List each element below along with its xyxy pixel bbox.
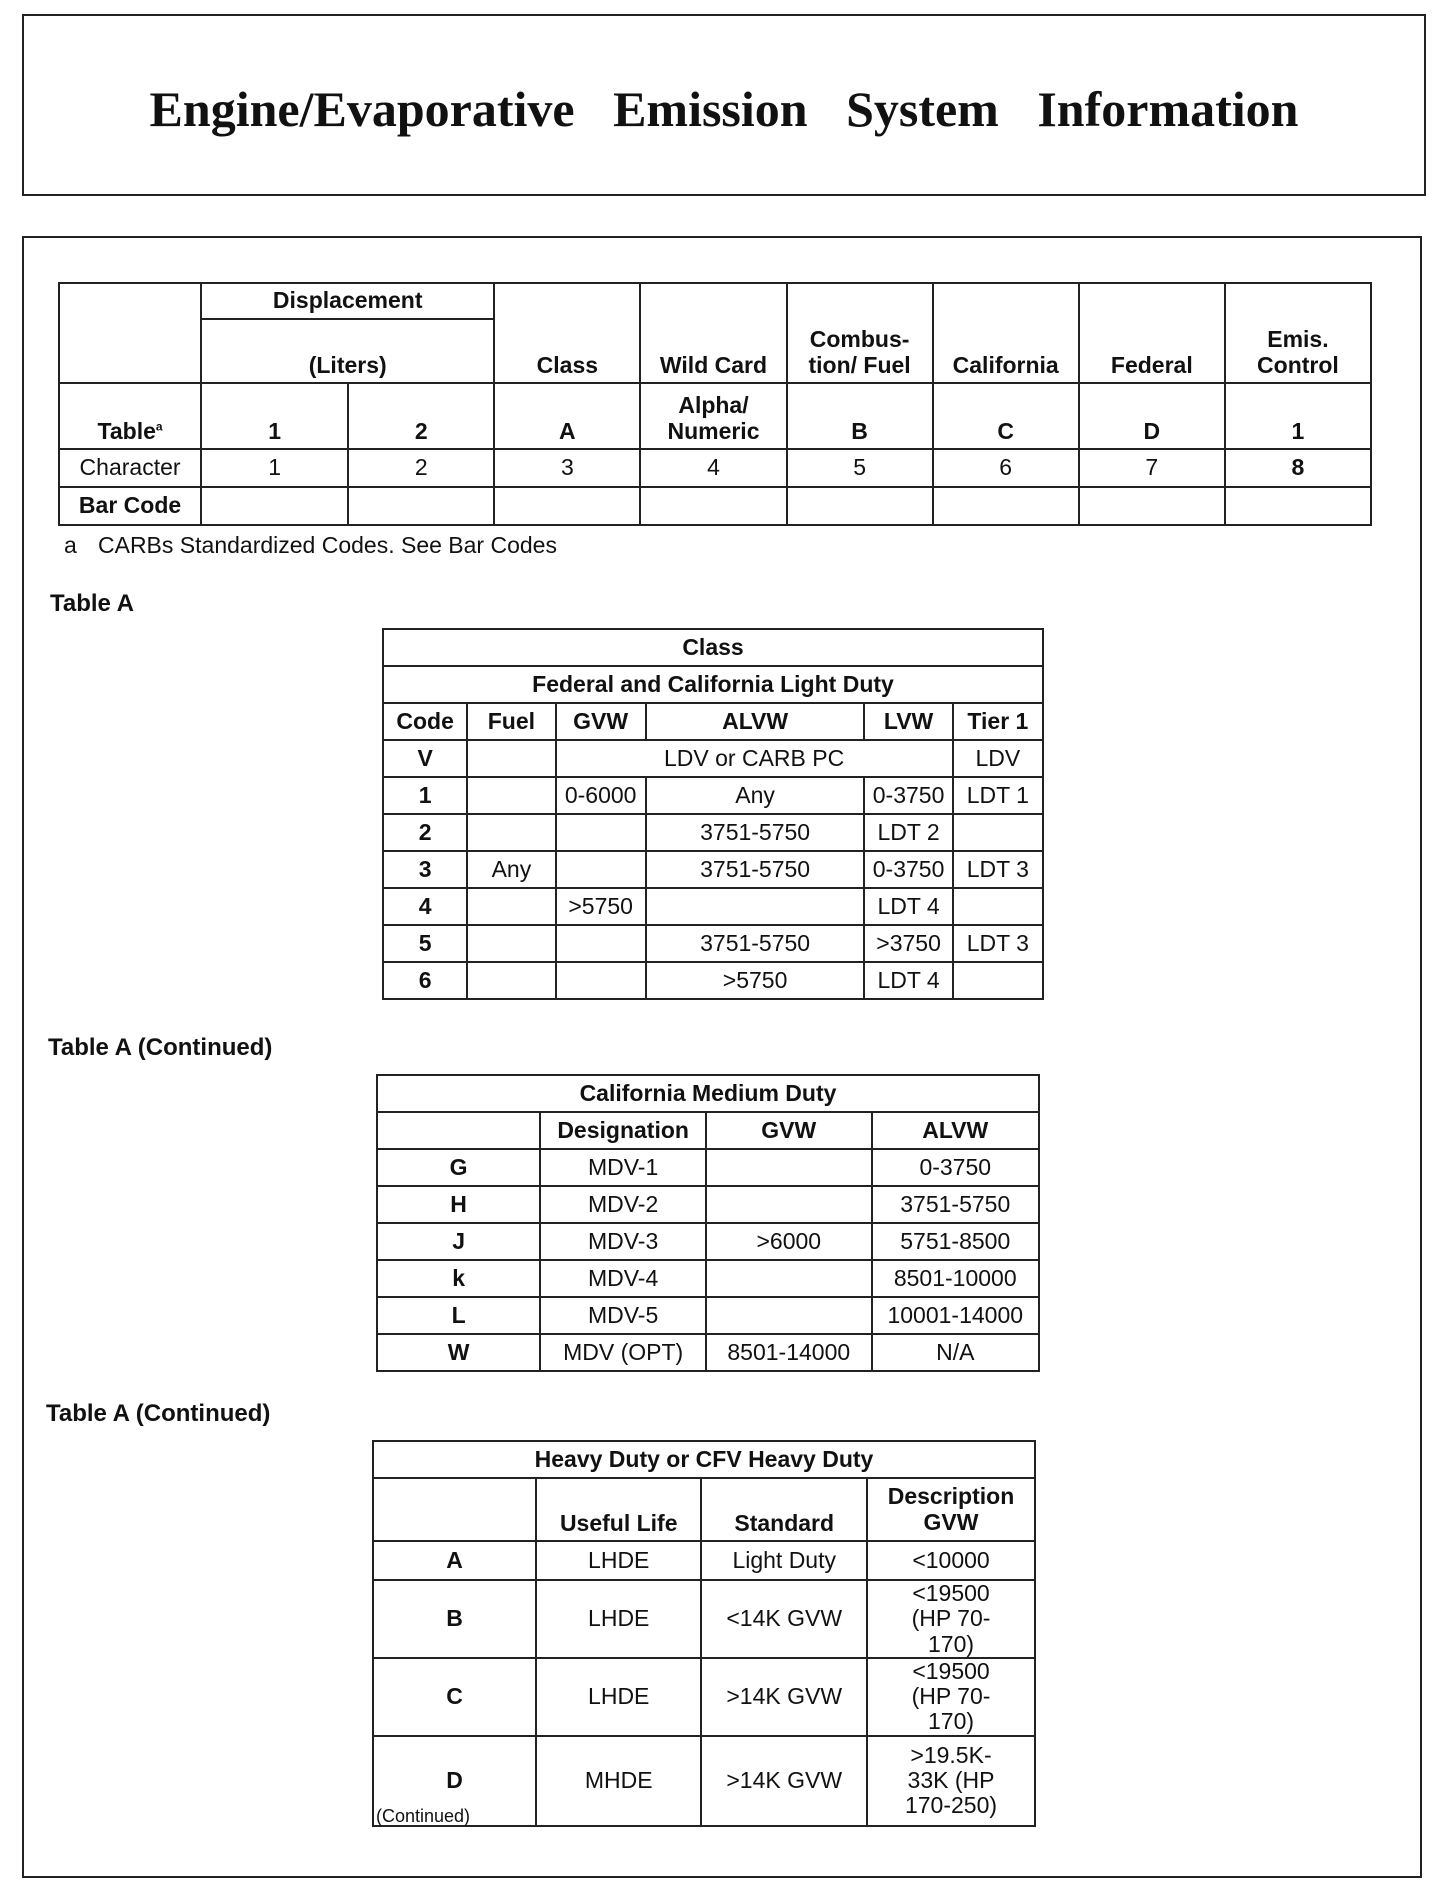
column-header: Standard [701,1478,867,1541]
table-cell [467,962,555,999]
table-cell [467,888,555,925]
table-cell: 5 [787,449,933,487]
table-cell: 2 [348,383,494,449]
table-cell [556,814,646,851]
blank-corner-cell [59,283,201,383]
table-cell: LDT 4 [864,962,952,999]
table-cell [467,925,555,962]
table-a-label: Table A [50,590,135,617]
continued-note: (Continued) [376,1806,471,1826]
table-cell: Any [646,777,865,814]
table-a-continued-label: Table A (Continued) [46,1400,271,1427]
table-cell: LDT 3 [953,851,1043,888]
code-cell: H [377,1186,540,1223]
table-cell: A [494,383,640,449]
medium-duty-title: California Medium Duty [377,1075,1039,1112]
header-displacement: Displacement [201,283,494,319]
header-california: California [933,283,1079,383]
code-cell: 3 [383,851,467,888]
table-cell: 8 [1225,449,1371,487]
table-cell: 7 [1079,449,1225,487]
code-cell: W [377,1334,540,1371]
heavy-duty-table [372,1440,1036,1827]
emission-code-table [58,282,1372,526]
table-cell: >14K GVW [701,1736,867,1826]
table-cell: 6 [933,449,1079,487]
table-cell: D [1079,383,1225,449]
table-row [383,962,1043,999]
content-box [22,236,1422,1878]
table-row [383,777,1043,814]
table-cell: LDT 3 [953,925,1043,962]
table-row [377,1260,1039,1297]
table-cell [467,740,555,777]
table-cell [933,487,1079,525]
code-cell: D [373,1736,536,1826]
table-row [377,1223,1039,1260]
header-federal: Federal [1079,283,1225,383]
table-row [373,1541,1035,1580]
table-cell [348,487,494,525]
table-row [377,1297,1039,1334]
header-class: Class [494,283,640,383]
column-header [377,1112,540,1149]
column-header: Designation [540,1112,706,1149]
column-header: Description GVW [867,1478,1035,1541]
header-liters: (Liters) [201,319,494,383]
class-table-subtitle: Federal and California Light Duty [383,666,1043,703]
footnote [64,532,557,559]
table-cell: <19500 (HP 70-170) [867,1580,1035,1658]
heavy-duty-title: Heavy Duty or CFV Heavy Duty [373,1441,1035,1478]
page-title: Engine/Evaporative Emission System Information [149,81,1299,137]
table-cell: MDV-2 [540,1186,706,1223]
table-cell: 0-3750 [864,851,952,888]
table-cell: >3750 [864,925,952,962]
table-cell: MDV-5 [540,1297,706,1334]
table-cell: LDV or CARB PC [556,740,953,777]
table-cell: 0-3750 [872,1149,1040,1186]
table-cell: LDT 2 [864,814,952,851]
table-cell [1079,487,1225,525]
table-cell: MDV-4 [540,1260,706,1297]
table-cell: 5751-8500 [872,1223,1040,1260]
column-header: GVW [706,1112,871,1149]
table-cell: <14K GVW [701,1580,867,1658]
table-cell [467,814,555,851]
table-cell: 1 [201,449,348,487]
column-header: Code [383,703,467,740]
table-cell: 3 [494,449,640,487]
table-cell [646,888,865,925]
code-cell: G [377,1149,540,1186]
table-cell: MDV-3 [540,1223,706,1260]
table-cell: >19.5K-33K (HP 170-250) [867,1736,1035,1826]
code-cell: 6 [383,962,467,999]
column-header [373,1478,536,1541]
table-cell: 4 [640,449,786,487]
table-cell [494,487,640,525]
code-cell: L [377,1297,540,1334]
table-cell [706,1297,871,1334]
code-cell: A [373,1541,536,1580]
table-cell: >5750 [646,962,865,999]
table-cell: >6000 [706,1223,871,1260]
table-row [377,1186,1039,1223]
column-header: Tier 1 [953,703,1043,740]
california-medium-duty-table [376,1074,1040,1372]
column-header: ALVW [872,1112,1040,1149]
table-cell: LHDE [536,1541,701,1580]
table-cell: MDV (OPT) [540,1334,706,1371]
code-cell: C [373,1658,536,1736]
table-cell: LDV [953,740,1043,777]
column-header: ALVW [646,703,865,740]
table-cell [953,962,1043,999]
code-cell: 1 [383,777,467,814]
table-row [373,1580,1035,1658]
footnote-text: CARBs Standardized Codes. See Bar Codes [98,532,557,558]
table-cell: 3751-5750 [646,814,865,851]
code-cell: 5 [383,925,467,962]
table-cell: 2 [348,449,494,487]
code-cell: V [383,740,467,777]
table-cell [467,777,555,814]
table-cell: 3751-5750 [646,925,865,962]
code-cell: 2 [383,814,467,851]
row-barcode-label: Bar Code [59,487,201,525]
table-cell [556,962,646,999]
row-character-label: Character [59,449,201,487]
table-row [373,1736,1035,1826]
table-cell [1225,487,1371,525]
table-cell: Alpha/ Numeric [640,383,786,449]
table-cell [201,487,348,525]
table-cell [787,487,933,525]
column-header: GVW [556,703,646,740]
table-cell: N/A [872,1334,1040,1371]
table-cell: 1 [1225,383,1371,449]
class-table [382,628,1044,1000]
table-cell [706,1186,871,1223]
code-cell: k [377,1260,540,1297]
table-cell: 1 [201,383,348,449]
table-row [373,1658,1035,1736]
table-cell [556,851,646,888]
header-wildcard: Wild Card [640,283,786,383]
table-cell [640,487,786,525]
table-cell: LHDE [536,1580,701,1658]
table-cell [953,814,1043,851]
code-cell: J [377,1223,540,1260]
table-cell: 10001-14000 [872,1297,1040,1334]
table-row [377,1149,1039,1186]
table-cell: 8501-14000 [706,1334,871,1371]
table-cell: LDT 4 [864,888,952,925]
table-cell: 3751-5750 [872,1186,1040,1223]
table-cell: <10000 [867,1541,1035,1580]
table-cell [706,1260,871,1297]
column-header: Fuel [467,703,555,740]
table-cell: 8501-10000 [872,1260,1040,1297]
table-cell: MHDE [536,1736,701,1826]
table-a-continued-label: Table A (Continued) [48,1034,273,1061]
table-row [377,1334,1039,1371]
table-cell: MDV-1 [540,1149,706,1186]
column-header: LVW [864,703,952,740]
table-cell: LDT 1 [953,777,1043,814]
table-row [383,851,1043,888]
table-cell: >14K GVW [701,1658,867,1736]
table-cell [953,888,1043,925]
table-cell: Any [467,851,555,888]
column-header: Useful Life [536,1478,701,1541]
header-emis-control: Emis. Control [1225,283,1371,383]
table-row [383,814,1043,851]
table-row [383,740,1043,777]
table-cell: 0-6000 [556,777,646,814]
header-combustion-fuel: Combus- tion/ Fuel [787,283,933,383]
table-cell: Light Duty [701,1541,867,1580]
table-cell: >5750 [556,888,646,925]
row-table-label: Table$^a$ [59,383,201,449]
class-table-title: Class [383,629,1043,666]
table-row [383,888,1043,925]
table-cell [706,1149,871,1186]
table-cell: 0-3750 [864,777,952,814]
table-cell: <19500 (HP 70-170) [867,1658,1035,1736]
footnote-mark: a [64,532,77,558]
table-row [383,925,1043,962]
title-box [22,14,1426,196]
table-cell: LHDE [536,1658,701,1736]
table-cell: C [933,383,1079,449]
table-cell: 3751-5750 [646,851,865,888]
table-cell: B [787,383,933,449]
code-cell: B [373,1580,536,1658]
code-cell: 4 [383,888,467,925]
table-cell [556,925,646,962]
